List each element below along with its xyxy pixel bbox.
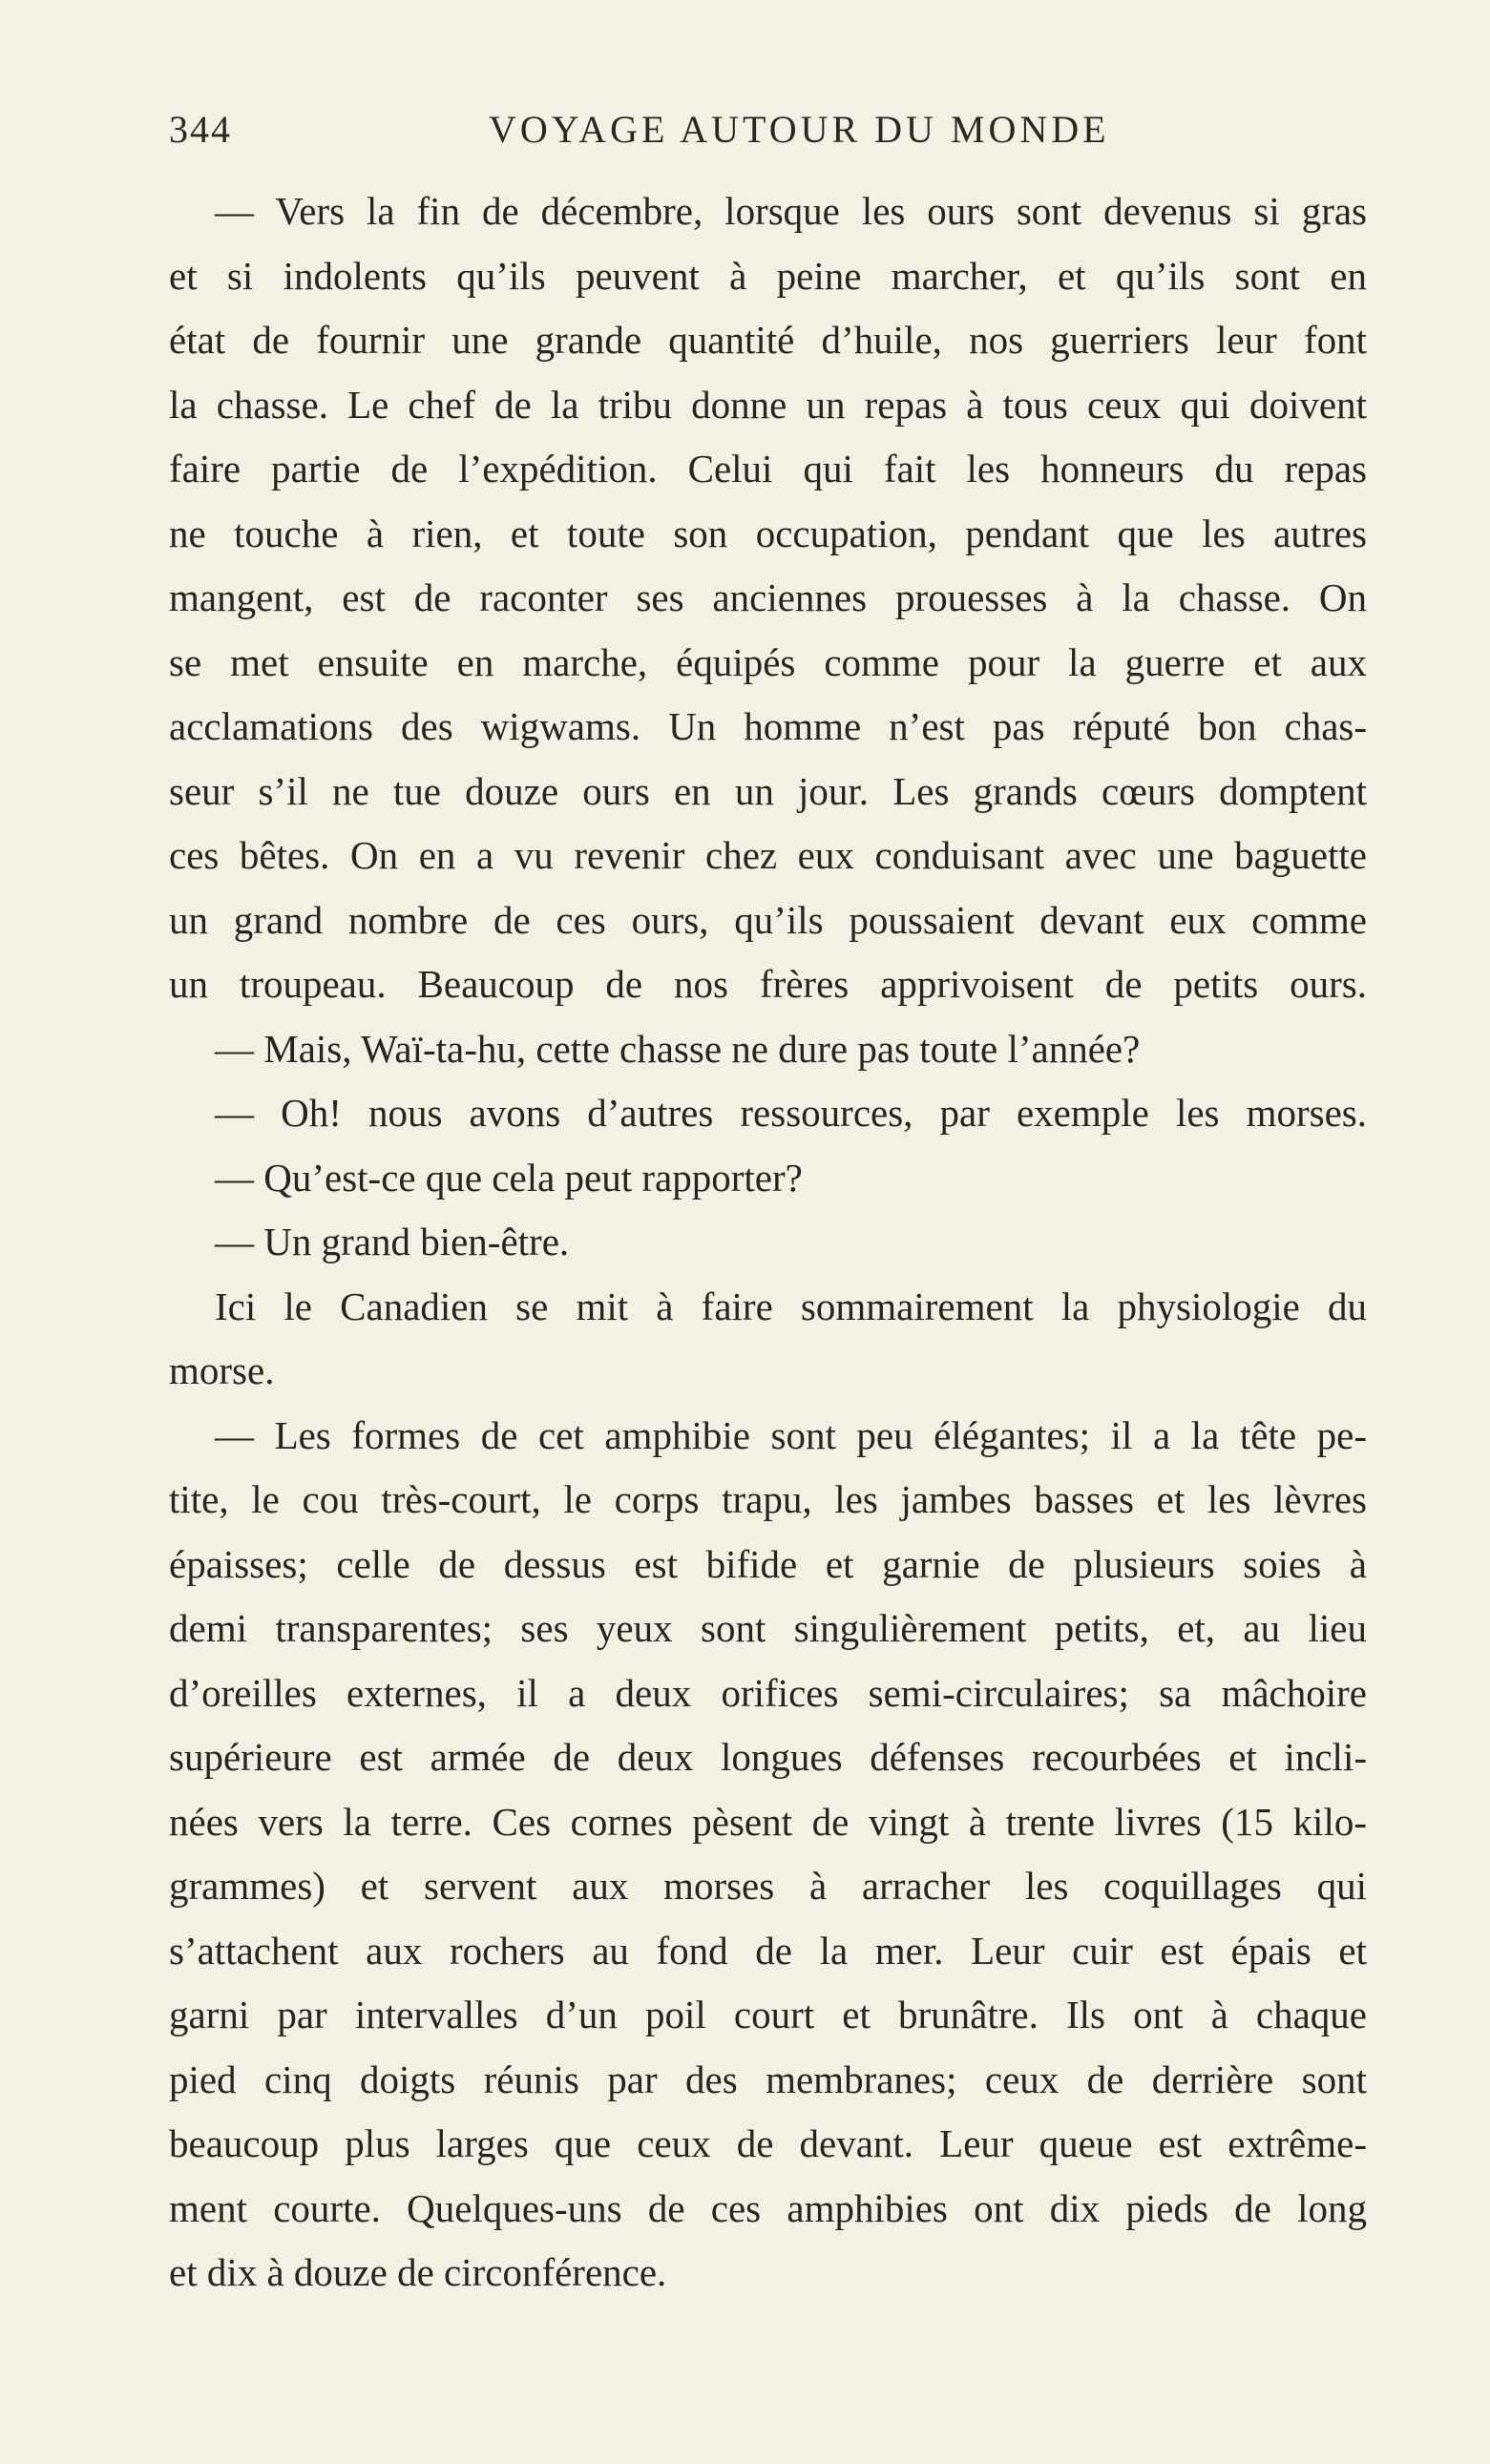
text-line: se met ensuite en marche, équipés comme pour la guerre et aux bbox=[169, 639, 1367, 684]
text-line: d’oreilles externes, il a deux orifices semi-circulaires; sa mâchoire bbox=[169, 1670, 1367, 1715]
page-number: 344 bbox=[169, 108, 232, 151]
text-line: nées vers la terre. Ces cornes pèsent de vingt à trente livres (15 kilo- bbox=[169, 1799, 1367, 1844]
text-line: ces bêtes. On en a vu revenir chez eux conduisant avec une baguette bbox=[169, 833, 1367, 877]
body-text bbox=[169, 179, 1367, 2306]
text-line: un grand nombre de ces ours, qu’ils poussaient devant eux comme bbox=[169, 897, 1367, 942]
text-line: et dix à douze de circonférence. bbox=[169, 2250, 667, 2294]
text-line: ne touche à rien, et toute son occupation, pendant que les autres bbox=[169, 511, 1367, 555]
text-line: Ici le Canadien se mit à faire sommairement la physiologie du bbox=[215, 1284, 1367, 1328]
text-line: un troupeau. Beaucoup de nos frères apprivoisent de petits ours. bbox=[169, 962, 1367, 1006]
text-line: supérieure est armée de deux longues défenses recourbées et incli- bbox=[169, 1735, 1367, 1779]
text-line: épaisses; celle de dessus est bifide et garnie de plusieurs soies à bbox=[169, 1541, 1367, 1586]
text-line: ment courte. Quelques-uns de ces amphibies ont dix pieds de long bbox=[169, 2185, 1367, 2230]
text-line: faire partie de l’expédition. Celui qui fait les honneurs du repas bbox=[169, 447, 1367, 491]
text-line: morse. bbox=[169, 1348, 275, 1392]
text-line: grammes) et servent aux morses à arracher les coquillages qui bbox=[169, 1864, 1367, 1908]
text-line: beaucoup plus larges que ceux de devant. Leur queue est extrême- bbox=[169, 2121, 1367, 2165]
running-title: VOYAGE AUTOUR DU MONDE bbox=[489, 108, 1110, 151]
page-header bbox=[169, 107, 1367, 160]
text-line: mangent, est de raconter ses anciennes prouesses à la chasse. On bbox=[169, 575, 1367, 619]
text-line: seur s’il ne tue douze ours en un jour. Les grands cœurs domptent bbox=[169, 768, 1367, 813]
text-line: pied cinq doigts réunis par des membranes; ceux de derrière sont bbox=[169, 2057, 1367, 2101]
text-line: — Qu’est-ce que cela peut rapporter? bbox=[215, 1155, 803, 1200]
text-line: acclamations des wigwams. Un homme n’est pas réputé bon chas- bbox=[169, 704, 1367, 748]
text-line: — Vers la fin de décembre, lorsque les ours sont devenus si gras bbox=[215, 189, 1367, 233]
text-line: et si indolents qu’ils peuvent à peine marcher, et qu’ils sont en bbox=[169, 253, 1367, 298]
text-line: garni par intervalles d’un poil court et brunâtre. Ils ont à chaque bbox=[169, 1993, 1367, 2036]
text-line: la chasse. Le chef de la tribu donne un repas à tous ceux qui doivent bbox=[169, 382, 1367, 427]
text-line: état de fournir une grande quantité d’huile, nos guerriers leur font bbox=[169, 318, 1367, 362]
text-line: — Oh! nous avons d’autres ressources, par exemple les morses. bbox=[215, 1091, 1367, 1135]
text-line: s’attachent aux rochers au fond de la mer. Leur cuir est épais et bbox=[169, 1928, 1367, 1973]
text-line: demi transparentes; ses yeux sont singulièrement petits, et, au lieu bbox=[169, 1606, 1367, 1650]
text-line: — Un grand bien-être. bbox=[215, 1220, 570, 1263]
text-line: — Mais, Waï-ta-hu, cette chasse ne dure pas toute l’année? bbox=[215, 1026, 1141, 1071]
text-line: — Les formes de cet amphibie sont peu élégantes; il a la tête pe- bbox=[215, 1412, 1367, 1457]
text-line: tite, le cou très-court, le corps trapu, les jambes basses et les lèvres bbox=[169, 1477, 1367, 1521]
